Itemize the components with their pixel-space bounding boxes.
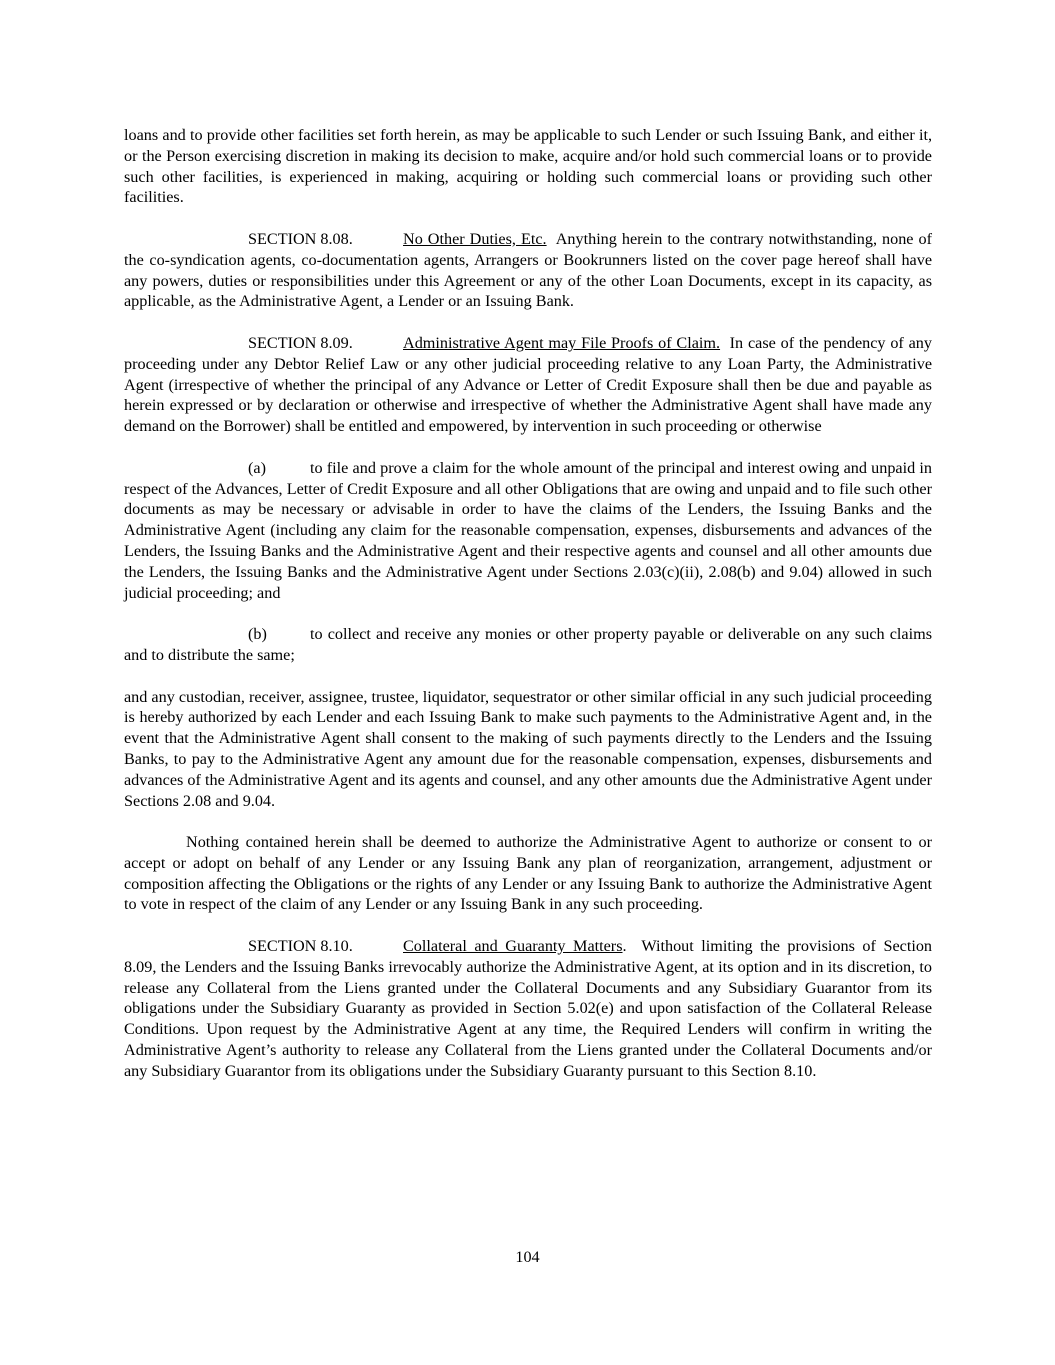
section-8-09 xyxy=(124,333,932,437)
page-number: 104 xyxy=(515,1248,540,1266)
section-8-09-heading: Administrative Agent may File Proofs of Claim. xyxy=(403,333,721,352)
section-8-10 xyxy=(124,936,932,1082)
continuation-paragraph: and any custodian, receiver, assignee, trustee, liquidator, sequestrator or other similar official in any such judicial proceeding is hereby authorized by each Lender and each Issuing Bank to make such payments to the Administrative Agent and, in the event that the Administrative Agent shall consent to the making of such payments directly to the Lenders and the Issuing Banks, to pay to the Administrative Agent any amount due for the reasonable compensation, expenses, disbursements and advances of the Administrative Agent and its agents and counsel, and any other amounts due the Administrative Agent under Sections 2.08 and 9.04. xyxy=(124,687,932,810)
section-8-10-heading-punct: . xyxy=(622,937,627,956)
clause-a-label: (a) xyxy=(248,458,266,477)
clause-b-label: (b) xyxy=(248,625,267,644)
section-8-10-heading: Collateral and Guaranty Matters xyxy=(403,937,623,956)
document-page xyxy=(124,125,932,1082)
section-8-08-heading: No Other Duties, Etc. xyxy=(403,229,547,248)
intro-paragraph: loans and to provide other facilities set forth herein, as may be applicable to such Lender or such Issuing Bank, and either it, or the Person exercising discretion in making its decision to make, acquire and/or hold such commercial loans or to provide such other facilities, is experienced in making, acquiring or holding such commercial loans or providing such other facilities. xyxy=(124,126,932,207)
section-8-09-body: In case of the pendency of any proceeding under any Debtor Relief Law or any other judicial proceeding relative to any Loan Party, the Administrative Agent (irrespective of whether the principal of any Advance or Letter of Credit Exposure shall then be due and payable as herein expressed or by declaration or otherwise and irrespective of whether the Administrative Agent shall have made any demand on the Borrower) shall be entitled and empowered, by intervention in such proceeding or otherwise xyxy=(124,333,932,436)
section-8-08 xyxy=(124,229,932,312)
section-8-09-number: SECTION 8.09. xyxy=(248,333,353,352)
clause-a xyxy=(124,458,932,604)
clause-a-text: to file and prove a claim for the whole amount of the principal and interest owing and unpaid in respect of the Advances, Letter of Credit Exposure and all other Obligations that are owing and unpaid and to file such other documents as may be necessary or advisable in order to have the claims of the Lenders, the Issuing Banks and the Administrative Agent (including any claim for the reasonable compensation, expenses, disbursements and advances of the Lenders, the Issuing Banks and the Administrative Agent and their respective agents and counsel and all other amounts due the Lenders, the Issuing Banks and the Administrative Agent under Sections 2.03(c)(ii), 2.08(b) and 9.04) allowed in such judicial proceeding; and xyxy=(124,458,932,602)
nothing-contained-paragraph: Nothing contained herein shall be deemed to authorize the Administrative Agent to authorize or consent to or accept or adopt on behalf of any Lender or any Issuing Bank any plan of reorganization, arrangement, adjustment or composition affecting the Obligations or the rights of any Lender or any Issuing Bank to authorize the Administrative Agent to vote in respect of the claim of any Lender or any Issuing Bank in any such proceeding. xyxy=(124,833,932,914)
section-8-10-body: Without limiting the provisions of Section 8.09, the Lenders and the Issuing Banks irrevocably authorize the Administrative Agent, at its option and in its discretion, to release any Collateral from the Liens granted under the Collateral Documents and any Subsidiary Guarantor from its obligations under the Subsidiary Guaranty as provided in Section 5.02(e) and upon satisfaction of the Collateral Release Conditions. Upon request by the Administrative Agent at any time, the Required Lenders will confirm in writing the Administrative Agent’s authority to release any Collateral from the Liens granted under the Collateral Documents and/or any Subsidiary Guarantor from its obligations under the Subsidiary Guaranty pursuant to this Section 8.10. xyxy=(124,937,933,1080)
clause-b-text: to collect and receive any monies or other property payable or deliverable on any such claims and to distribute the same; xyxy=(124,625,932,664)
section-8-10-number: SECTION 8.10. xyxy=(248,937,353,956)
section-8-08-body: Anything herein to the contrary notwithstanding, none of the co-syndication agents, co-documentation agents, Arrangers or Bookrunners listed on the cover page hereof shall have any powers, duties or responsibilities under this Agreement or any of the other Loan Documents, except in its capacity, as applicable, as the Administrative Agent, a Lender or an Issuing Bank. xyxy=(124,229,932,311)
section-8-08-number: SECTION 8.08. xyxy=(248,229,353,248)
clause-b xyxy=(124,624,932,666)
